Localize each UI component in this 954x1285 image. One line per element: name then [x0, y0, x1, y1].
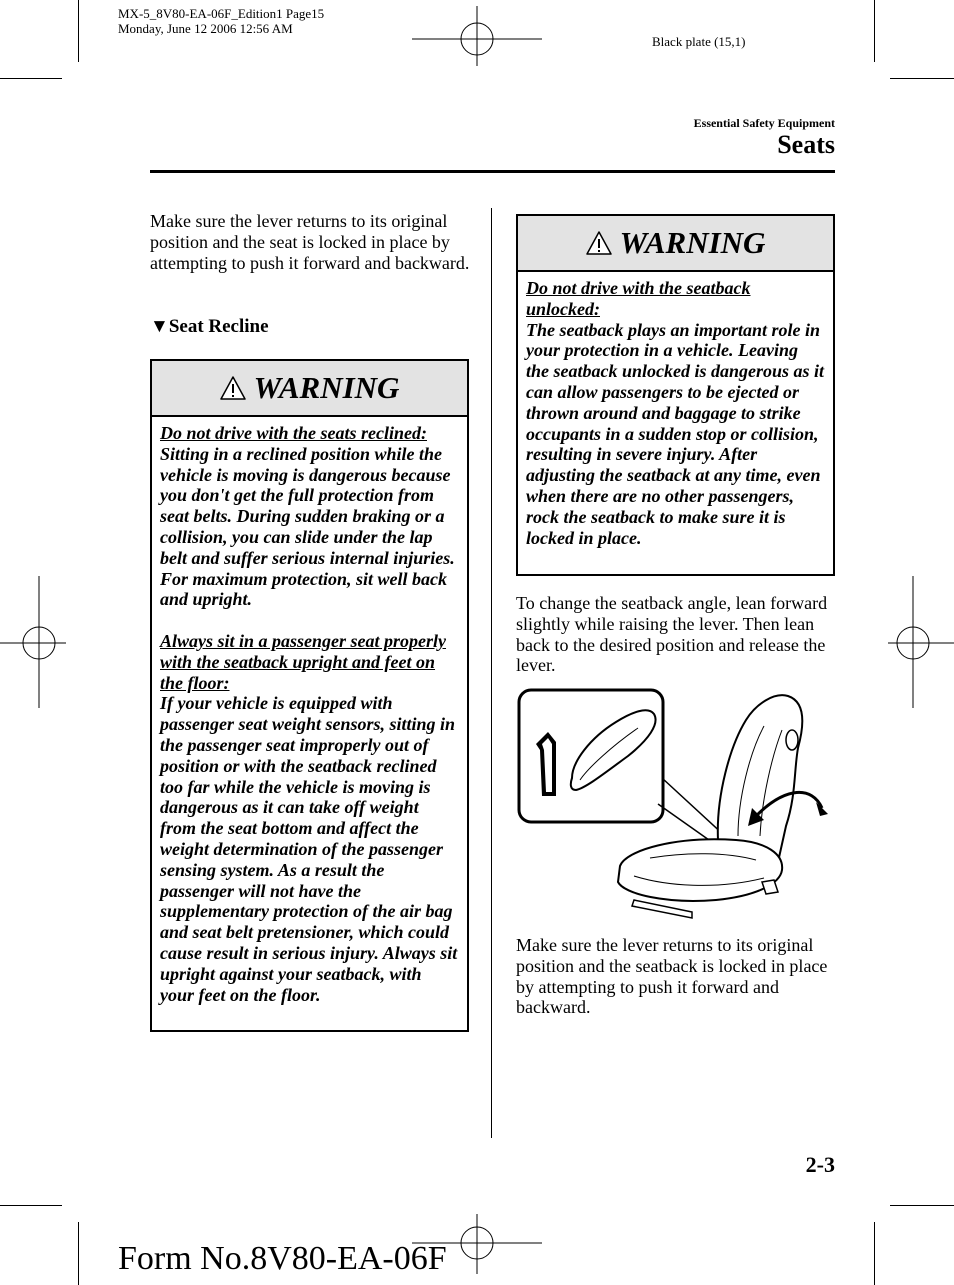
crop-mark — [890, 1205, 954, 1206]
crop-mark — [0, 1205, 62, 1206]
warning-body — [152, 417, 467, 1005]
closing-paragraph: Make sure the lever returns to its original position and the seatback is locked in place by attempting to push it forward and backward. — [516, 935, 828, 1018]
seat-recline-illustration — [516, 686, 834, 924]
warning-text: The seatback plays an important role in your protection in a vehicle. Leaving the seatback unlocked is dangerous as it can allow passengers to be ejected or thrown around and baggage to strike occupants in a sudden stop or collision, resulting in severe injury. After adjusting the seatback at any time, even when there are no other passengers, rock the seatback to make sure it is locked in place. — [526, 319, 825, 548]
plate-label: Black plate (15,1) — [652, 34, 746, 49]
registration-mark-left — [0, 576, 66, 708]
warning-title: WARNING — [619, 225, 766, 260]
print-info — [118, 6, 324, 36]
column-divider — [491, 208, 492, 1138]
warning-header — [152, 361, 467, 417]
warning-triangle-icon — [220, 376, 246, 400]
print-info-line2: Monday, June 12 2006 12:56 AM — [118, 21, 293, 36]
subheading-text: Seat Recline — [168, 316, 269, 337]
page-number: 2-3 — [805, 1152, 835, 1177]
print-info-line1: MX-5_8V80-EA-06F_Edition1 Page15 — [118, 6, 325, 21]
instruction-paragraph: To change the seatback angle, lean forward slightly while raising the lever. Then lean back to the desired position and release the lever. — [516, 593, 828, 676]
intro-paragraph: Make sure the lever returns to its original position and the seat is locked in place by attempting to push it forward and backward. — [150, 211, 470, 273]
registration-mark-top — [412, 6, 542, 66]
header-rule — [150, 170, 835, 173]
crop-mark — [0, 78, 62, 79]
crop-mark — [874, 0, 875, 62]
registration-mark-right — [888, 576, 954, 708]
warning-body — [518, 272, 833, 548]
crop-mark — [78, 0, 79, 62]
warning-triangle-icon — [586, 231, 612, 255]
section-title: Seats — [777, 130, 835, 159]
warning-box-right — [516, 214, 835, 576]
section-label: Essential Safety Equipment — [693, 116, 835, 130]
form-number: Form No.8V80-EA-06F — [118, 1240, 447, 1277]
warning-heading: Do not drive with the seats reclined: — [160, 423, 427, 443]
crop-mark — [874, 1222, 875, 1285]
warning-title: WARNING — [253, 370, 400, 405]
crop-mark — [78, 1222, 79, 1285]
subheading — [150, 316, 269, 338]
warning-text: If your vehicle is equipped with passenger seat weight sensors, sitting in the passenger seat improperly out of position or with the seatback reclined too far while the vehicle is moving is dangerous as it can take off weight from the seat bottom and affect the weight determination of the passenger sensing system. As a result the passenger will not have the supplementary protection of the air bag and seat belt pretensioner, which could cause result in serious injury. Always sit upright against your seatback, with your feet on the floor. — [160, 693, 458, 1005]
warning-text: Sitting in a reclined position while the vehicle is moving is dangerous because you don't get the full protection from seat belts. During sudden braking or a collision, you can slide under the lap belt and suffer serious internal injuries. For maximum protection, sit well back and upright. — [160, 443, 455, 610]
triangle-marker-icon: ▼ — [150, 316, 169, 337]
warning-box-left — [150, 359, 469, 1032]
warning-heading: Do not drive with the seatback unlocked: — [526, 278, 751, 319]
crop-mark — [890, 78, 954, 79]
warning-header — [518, 216, 833, 272]
warning-heading: Always sit in a passenger seat properly with the seatback upright and feet on the floor: — [160, 630, 447, 693]
